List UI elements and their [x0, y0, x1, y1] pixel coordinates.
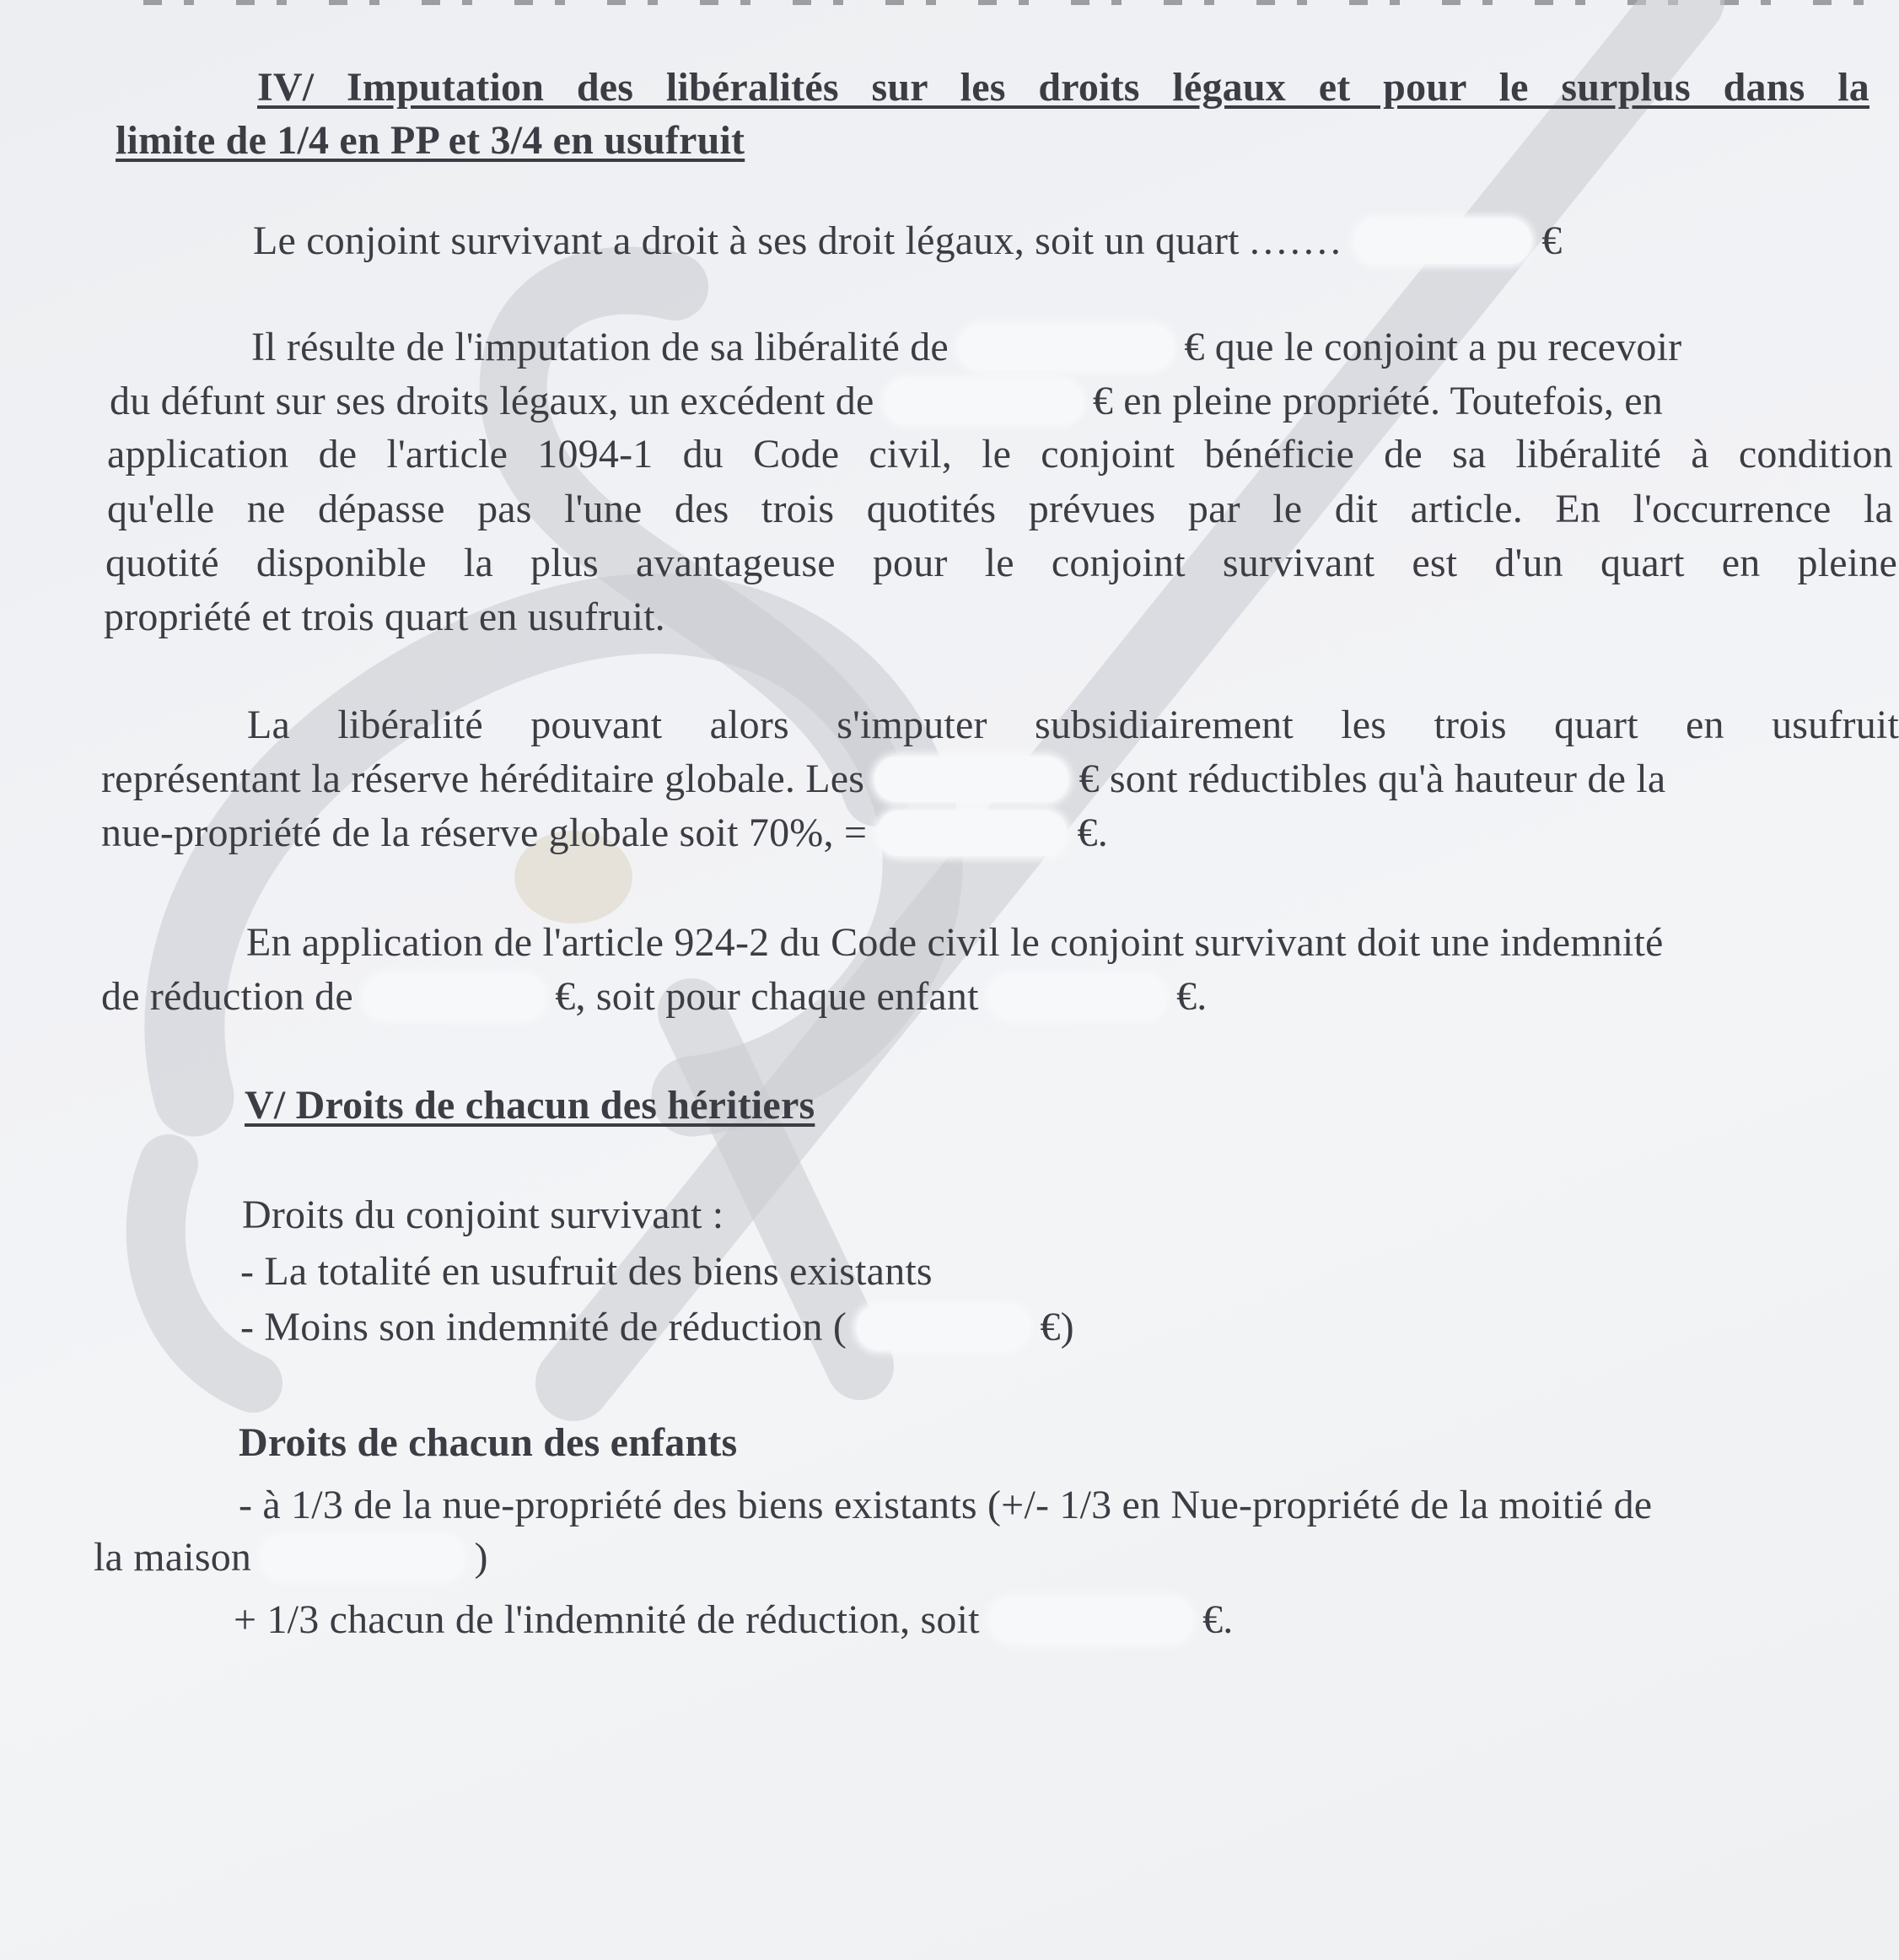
section-v-heading: V/ Droits de chacun des héritiers: [245, 1083, 815, 1128]
paragraph-imputation-line4: qu'elle ne dépasse pas l'une des trois quotités prévues par le dit article. En l'occurrence la: [107, 487, 1893, 531]
spouse-item2-end: €): [1040, 1305, 1074, 1349]
redacted-amount: [877, 810, 1067, 856]
legal-rights-text: Le conjoint survivant a droit à ses droit légaux, soit un quart: [253, 218, 1240, 263]
children-rights-item1-cont: [94, 1534, 488, 1581]
redacted-amount: [959, 325, 1174, 370]
redacted-amount: [363, 974, 545, 1020]
imputation-text-end: € en pleine propriété. Toutefois, en: [1092, 379, 1663, 423]
indemnity-text-mid: €, soit pour chaque enfant: [555, 974, 979, 1019]
liberality-text: nue-propriété de la réserve globale soit 70%, =: [101, 810, 868, 855]
spouse-rights-item1: - La totalité en usufruit des biens existants: [240, 1249, 933, 1294]
children-rights-item1: - à 1/3 de la nue-propriété des biens existants (+/- 1/3 en Nue-propriété de la moitié de: [239, 1483, 1653, 1527]
liberality-text-end: € sont réductibles qu'à hauteur de la: [1079, 757, 1666, 801]
children-item1-cont-text: la maison: [94, 1535, 252, 1580]
paragraph-imputation-line6: propriété et trois quart en usufruit.: [104, 595, 665, 639]
paragraph-imputation-line5: quotité disponible la plus avantageuse pour le conjoint survivant est d'un quart en pleine: [105, 541, 1897, 585]
children-item2-text: + 1/3 chacun de l'indemnité de réduction, soit: [234, 1597, 980, 1642]
redacted-amount: [857, 1305, 1030, 1350]
redacted-amount: [989, 974, 1166, 1020]
paragraph-liberality-line2: [101, 756, 1665, 803]
imputation-text: Il résulte de l'imputation de sa libéralité de: [251, 325, 949, 369]
dot-leader: .......: [1249, 218, 1344, 263]
spouse-rights-title: Droits du conjoint survivant :: [242, 1193, 724, 1237]
liberality-text-end: €.: [1077, 810, 1108, 855]
paragraph-imputation-line2: [110, 378, 1663, 425]
paragraph-liberality-line3: [101, 810, 1108, 857]
imputation-text: du défunt sur ses droits légaux, un excédent de: [110, 379, 874, 423]
spouse-rights-item2: [240, 1304, 1074, 1351]
paragraph-legal-rights: [253, 218, 1563, 265]
redacted-amount: [874, 757, 1068, 802]
cropped-top-text-line: [143, 0, 1872, 5]
section-iv-heading-line2: limite de 1/4 en PP et 3/4 en usufruit: [116, 118, 745, 163]
paragraph-liberality-line1: La libéralité pouvant alors s'imputer subsidiairement les trois quart en usufruit: [247, 703, 1899, 747]
indemnity-text: de réduction de: [101, 974, 353, 1019]
redacted-amount: [990, 1597, 1192, 1643]
redacted-amount: [885, 379, 1083, 424]
children-rights-title: Droits de chacun des enfants: [239, 1420, 738, 1465]
spouse-item2-text: - Moins son indemnité de réduction (: [240, 1305, 847, 1349]
paragraph-indemnity-line1: En application de l'article 924-2 du Code civil le conjoint survivant doit une indemnité: [246, 920, 1664, 965]
liberality-text: représentant la réserve héréditaire globale. Les: [101, 757, 865, 801]
children-item2-end: €.: [1202, 1597, 1234, 1642]
children-rights-item2: [234, 1597, 1234, 1644]
paragraph-indemnity-line2: [101, 973, 1207, 1020]
redacted-amount: [1354, 218, 1531, 264]
paragraph-imputation-line3: application de l'article 1094-1 du Code civil, le conjoint bénéficie de sa libéralité à condition: [107, 432, 1893, 477]
imputation-text-end: € que le conjoint a pu recevoir: [1184, 325, 1682, 369]
currency-symbol: €: [1541, 218, 1563, 263]
section-iv-heading-line1: IV/ Imputation des libéralités sur les droits légaux et pour le surplus dans la: [257, 65, 1869, 110]
paragraph-imputation-line1: [251, 324, 1681, 371]
redacted-amount: [261, 1535, 464, 1580]
indemnity-text-end: €.: [1176, 974, 1208, 1019]
children-item1-cont-end: ): [474, 1535, 488, 1580]
